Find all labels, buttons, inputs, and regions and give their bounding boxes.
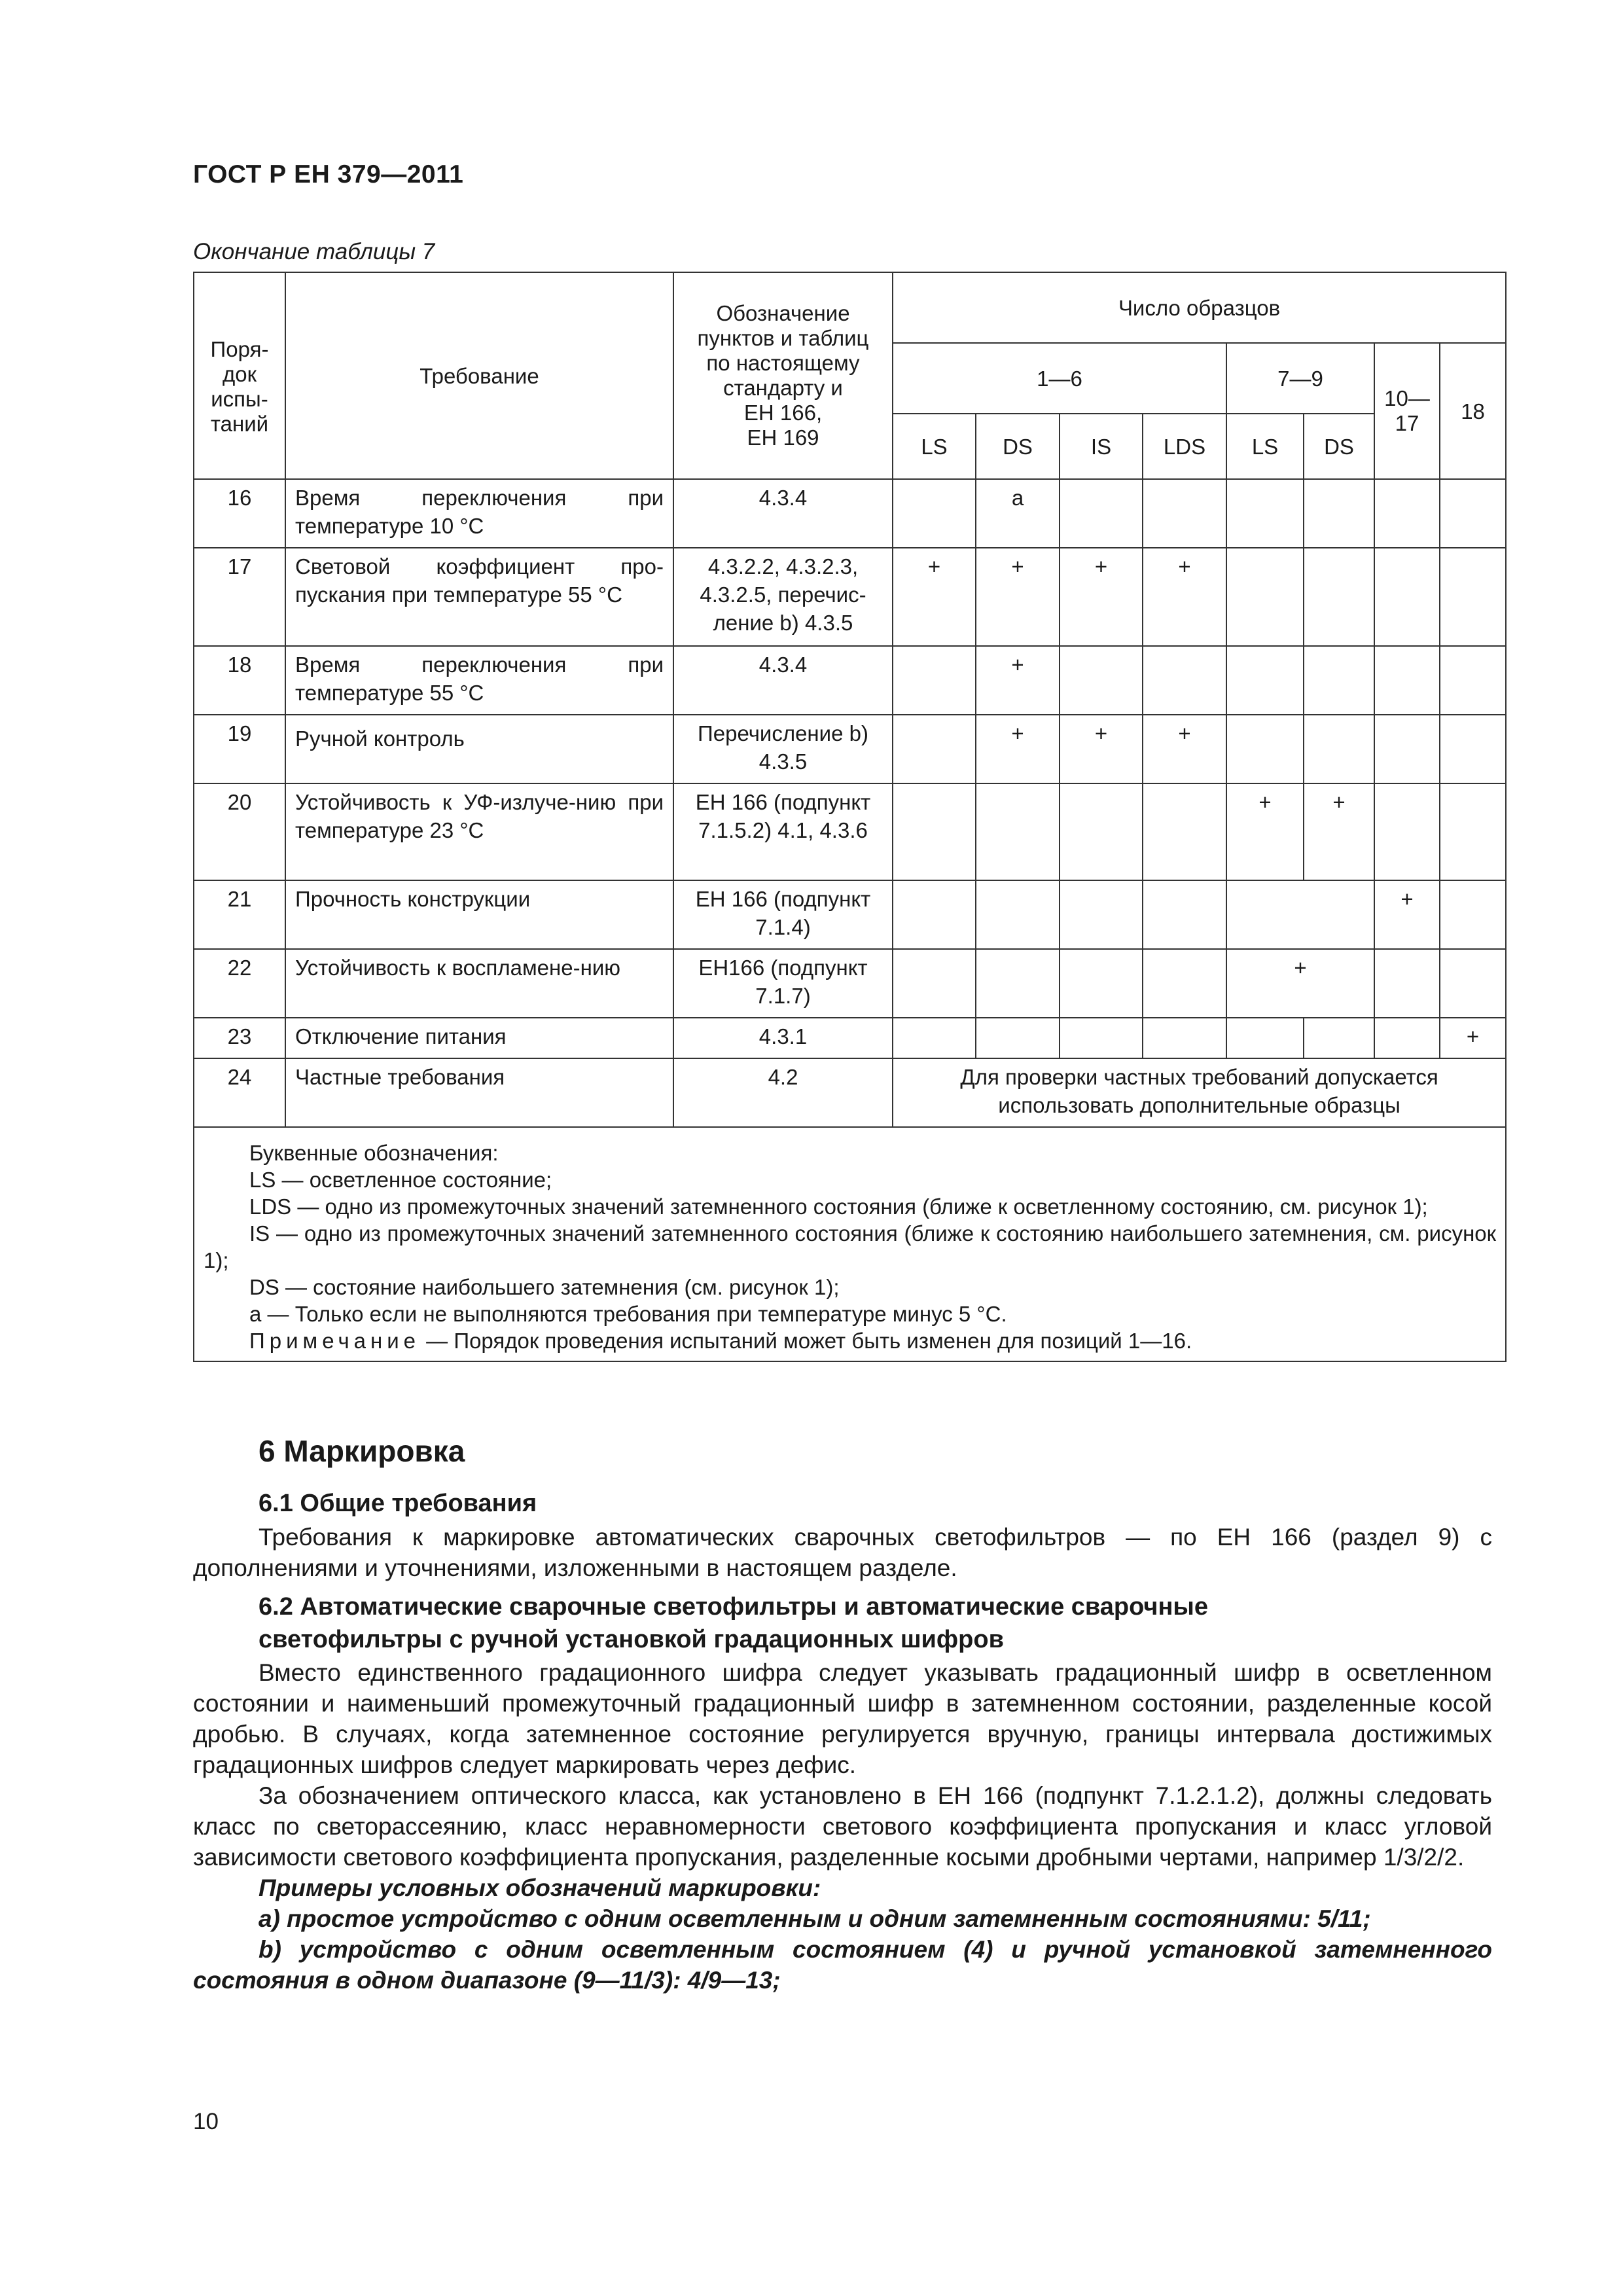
note-ds: DS — состояние наибольшего затемнения (см. рисунок 1); [249,1275,840,1299]
cell-mark: + [976,548,1060,646]
row-number: 23 [194,1018,285,1058]
section-6-1-text [193,1522,1492,1583]
header-group-1-6: 1—6 [893,343,1226,414]
table-caption: Окончание таблицы 7 [193,239,435,264]
row-number: 20 [194,783,285,880]
row-number: 24 [194,1058,285,1127]
note-is: IS — одно из промежуточных значений затемненного состояния (ближе к состоянию наибольшего затемнения, см. рисунок 1); [204,1221,1497,1272]
note-ls: LS — осветленное состояние; [249,1168,552,1192]
example-a: а) простое устройство с одним осветленным и одним затемненным состояниями: 5/11; [259,1905,1371,1932]
section-6-2-text [193,1657,1492,1996]
header-group-18: 18 [1440,343,1506,479]
example-b: b) устройство с одним осветленным состоянием (4) и ручной установкой затемненного состояния в одном диапазоне (9—11/3): 4/9—13; [193,1936,1492,1994]
table-row [194,1058,1506,1127]
row-reference: ЕН 166 (подпункт 7.1.4) [673,880,893,949]
heading-line: светофильтры с ручной установкой градационных шифров [259,1626,1004,1653]
examples-title: Примеры условных обозначений маркировки: [259,1874,821,1901]
table-row [194,479,1506,548]
table-row [194,715,1506,783]
cell-mark: а [976,479,1060,548]
page-number: 10 [193,2109,219,2134]
header-samples: Число образцов [893,272,1506,343]
row-reference: 4.3.2.2, 4.3.2.3, 4.3.2.5, перечис-ление b) 4.3.5 [673,548,893,646]
cell-mark: + [1304,783,1374,880]
header-lds: LDS [1143,414,1226,479]
table-row [194,548,1506,646]
row-reference: 4.3.4 [673,479,893,548]
row-requirement: Частные требования [285,1058,673,1127]
row-number: 19 [194,715,285,783]
cell-mark: + [1374,880,1440,949]
cell-mark: + [893,548,976,646]
row-reference: ЕН 166 (подпункт 7.1.5.2) 4.1, 4.3.6 [673,783,893,880]
cell-mark: + [976,715,1060,783]
header-group-7-9: 7—9 [1226,343,1374,414]
header-ls: LS [1226,414,1304,479]
paragraph: Вместо единственного градационного шифра следует указывать градационный шифр в осветленном состоянии и наименьший промежуточный градационный шифр в затемненном состоянии, разделенные косой дробью. В случаях, когда затемненное состояние регулируется вручную, границы интервала достижимых градационных шифров следует маркировать через дефис. [193,1659,1492,1778]
row-span-note: Для проверки частных требований допускается использовать дополнительные образцы [893,1058,1506,1127]
note-text: — Порядок проведения испытаний может быть изменен для позиций 1—16. [420,1329,1192,1353]
standard-title: ГОСТ Р ЕН 379—2011 [193,160,464,188]
note-remark [204,1327,1496,1354]
row-requirement: Устойчивость к воспламене-нию [285,949,673,1018]
header-ds: DS [1304,414,1374,479]
row-number: 22 [194,949,285,1018]
note-lds: LDS — одно из промежуточных значений затемненного состояния (ближе к осветленному состоянию, см. рисунок 1); [249,1194,1428,1219]
cell-mark: + [1060,548,1143,646]
cell-mark: + [1226,949,1374,1018]
row-requirement: Время переключения при температуре 10 °С [285,479,673,548]
row-reference: 4.3.4 [673,646,893,715]
table-row [194,880,1506,949]
row-number: 16 [194,479,285,548]
table-row [194,1018,1506,1058]
cell-mark: + [1226,783,1304,880]
cell-mark: + [1143,548,1226,646]
notes-title: Буквенные обозначения: [249,1141,499,1165]
section-6-2-heading [259,1590,1208,1656]
row-number: 21 [194,880,285,949]
requirements-table [193,272,1507,1362]
row-requirement: Отключение питания [285,1018,673,1058]
row-requirement: Время переключения при температуре 55 °С [285,646,673,715]
row-reference: ЕН166 (подпункт 7.1.7) [673,949,893,1018]
cell-mark: + [1060,715,1143,783]
table-row [194,783,1506,880]
table-notes-row [194,1127,1506,1361]
table-row [194,949,1506,1018]
header-designation: Обозначение пунктов и таблиц по настоящему стандарту и ЕН 166, ЕН 169 [673,272,893,479]
cell-mark: + [976,646,1060,715]
row-reference: 4.2 [673,1058,893,1127]
note-label: Примечание [249,1329,421,1353]
header-requirement: Требование [285,272,673,479]
row-number: 18 [194,646,285,715]
paragraph: За обозначением оптического класса, как установлено в ЕН 166 (подпункт 7.1.2.1.2), должны следовать класс по светорассеянию, класс неравномерности светового коэффициента пропускания и класс угловой зависимости светового коэффициента пропускания, разделенные косыми дробными чертами, например 1/3/2/2. [193,1782,1492,1871]
header-ls: LS [893,414,976,479]
row-number: 17 [194,548,285,646]
table-row [194,646,1506,715]
section-6-heading: 6 Маркировка [259,1434,465,1468]
table-notes [194,1127,1506,1361]
header-group-10-17: 10— 17 [1374,343,1440,479]
heading-line: 6.2 Автоматические сварочные светофильтры и автоматические сварочные [259,1593,1208,1621]
row-requirement: Световой коэффициент про-пускания при температуре 55 °С [285,548,673,646]
cell-mark: + [1440,1018,1506,1058]
paragraph: Требования к маркировке автоматических сварочных светофильтров — по ЕН 166 (раздел 9) с дополнениями и уточнениями, изложенными в настоящем разделе. [193,1524,1492,1581]
note-a: а — Только если не выполняются требования при температуре минус 5 °С. [249,1302,1007,1326]
header-is: IS [1060,414,1143,479]
row-requirement: Прочность конструкции [285,880,673,949]
cell-mark: + [1143,715,1226,783]
row-requirement: Устойчивость к УФ-излуче-нию при температуре 23 °С [285,783,673,880]
header-order: Поря- док испы- таний [194,272,285,479]
row-reference: Перечисление b) 4.3.5 [673,715,893,783]
row-requirement: Ручной контроль [285,715,673,783]
row-reference: 4.3.1 [673,1018,893,1058]
header-ds: DS [976,414,1060,479]
section-6-1-heading: 6.1 Общие требования [259,1490,537,1517]
